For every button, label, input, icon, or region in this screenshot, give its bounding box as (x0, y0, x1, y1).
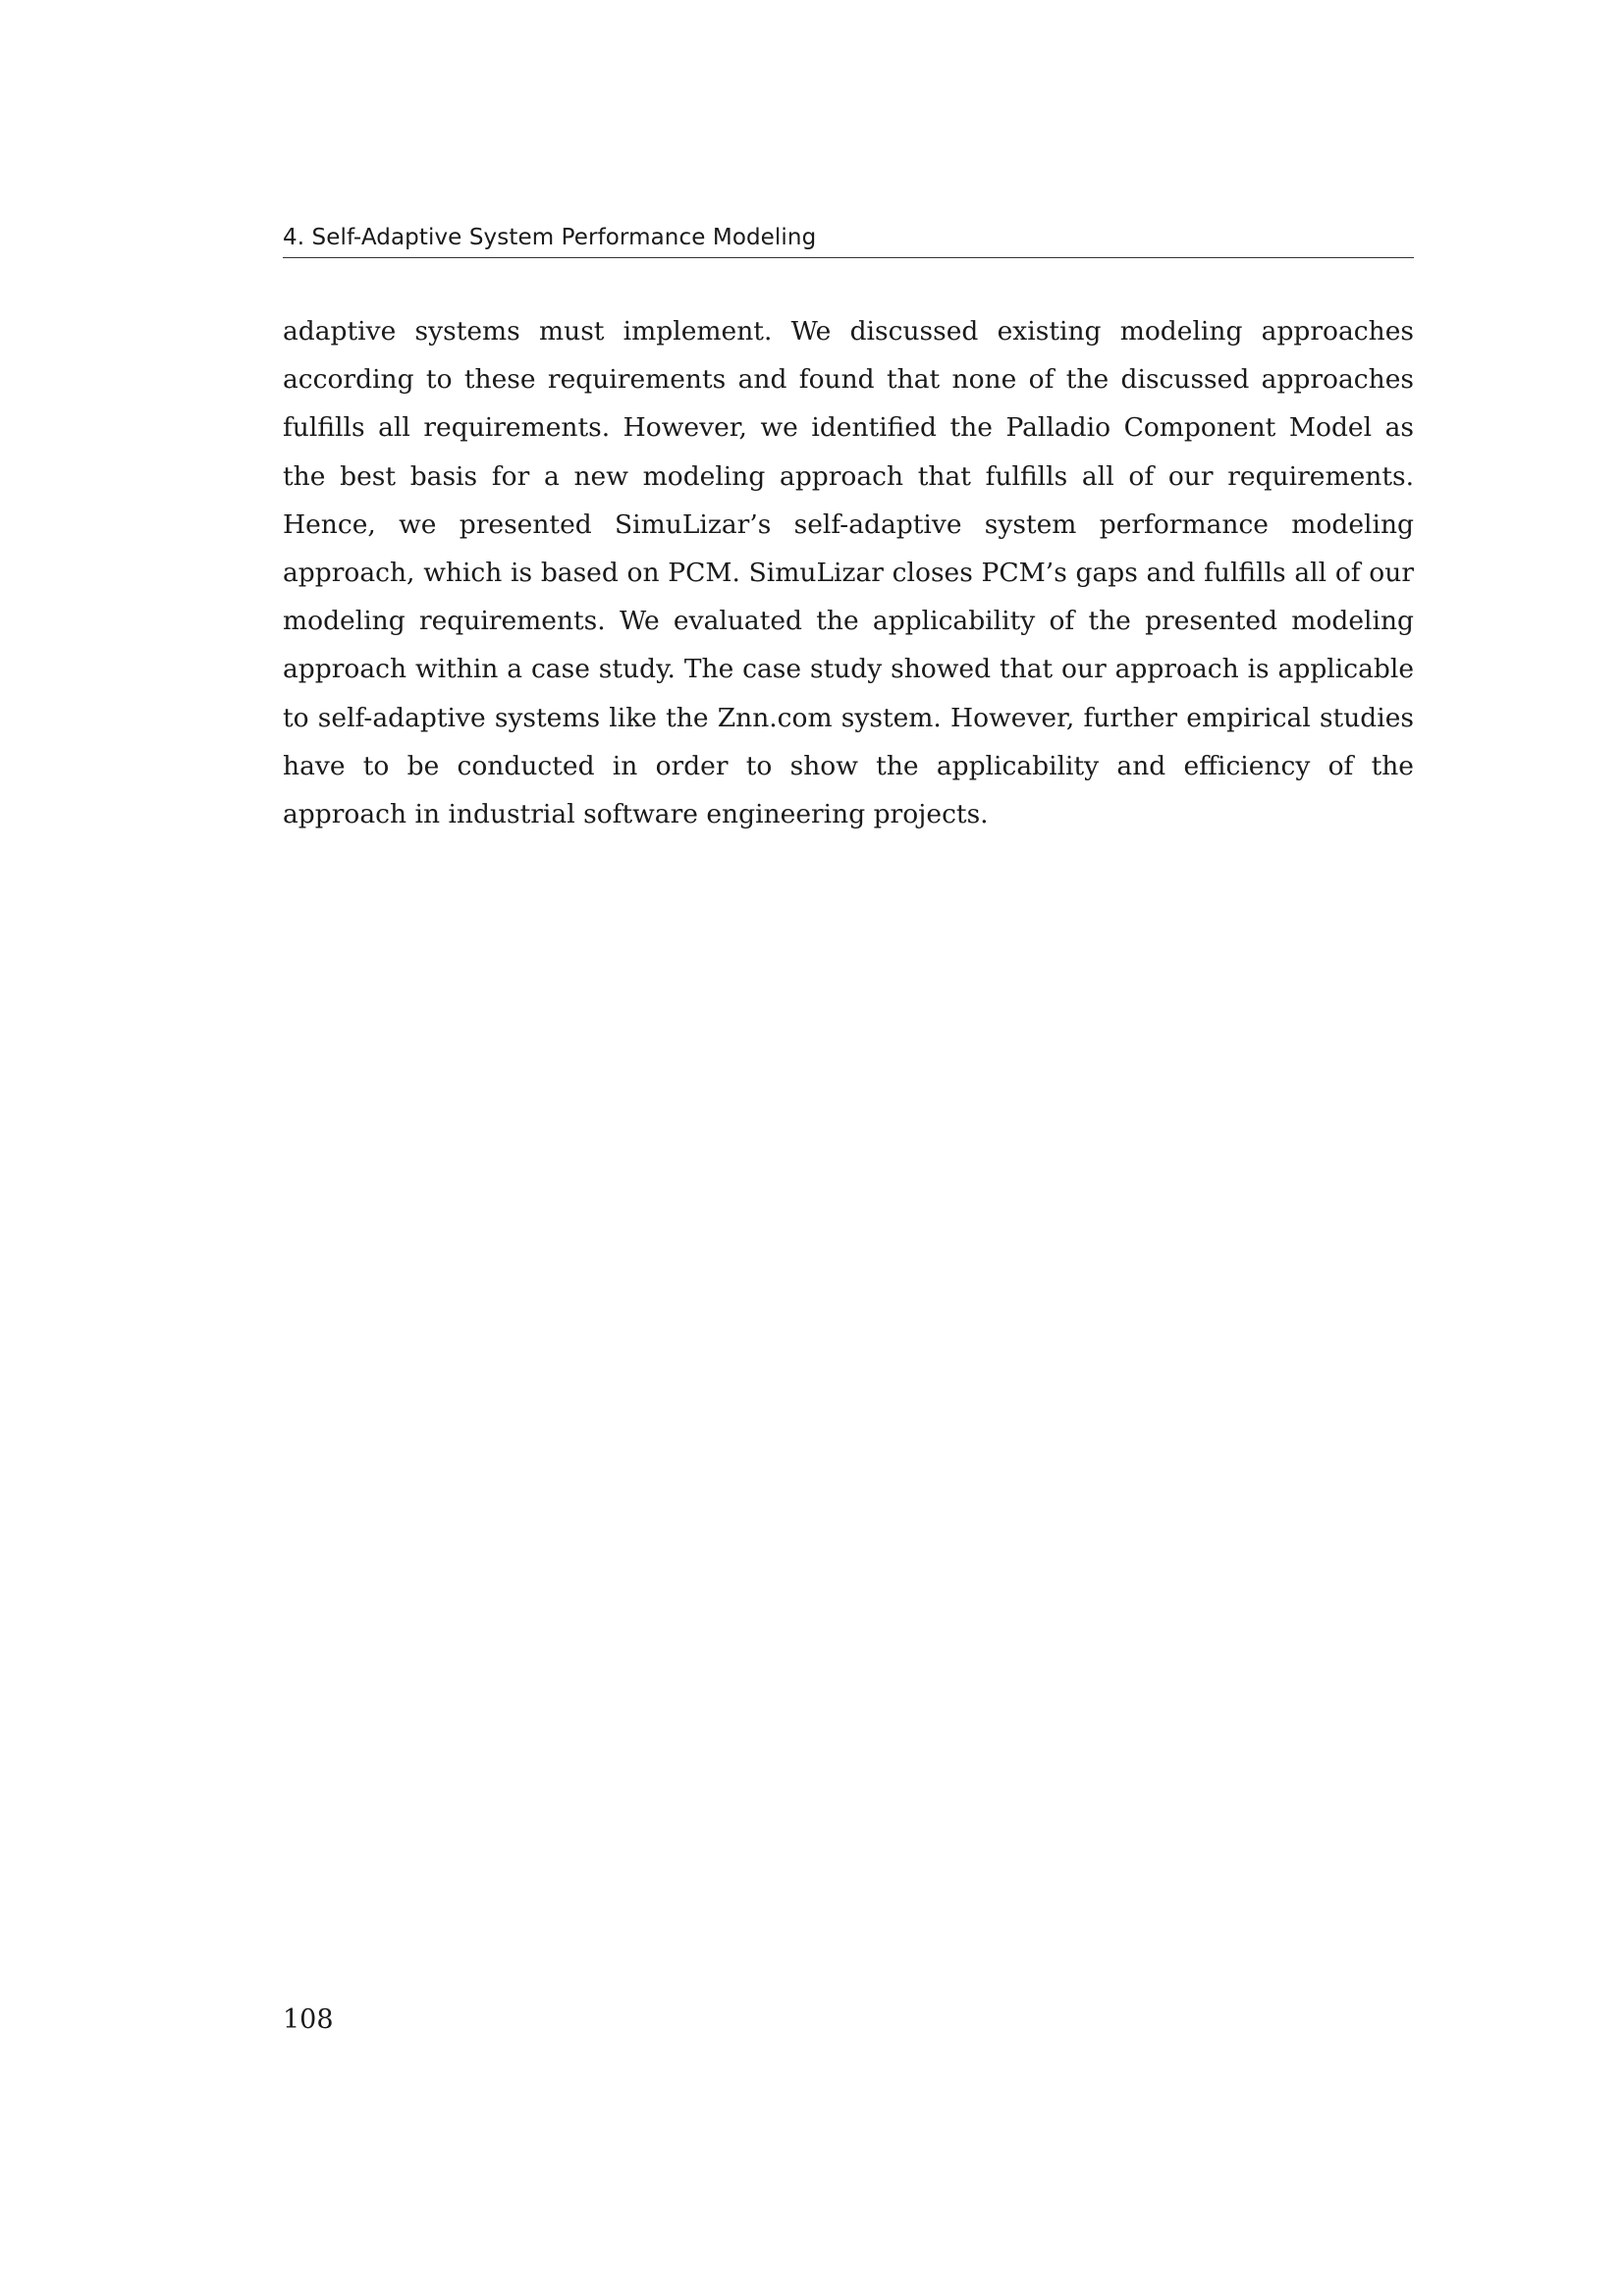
body-paragraph: adaptive systems must implement. We discussed existing modeling approaches according to these requirements and found that none of the discussed approaches fulfills all requirements. However, we identified the Palladio Component Model as the best basis for a new modeling approach that fulfills all of our requirements. Hence, we presented SimuLizar’s self-adaptive system performance modeling approach, which is based on PCM. SimuLizar closes PCM’s gaps and fulfills all of our modeling requirements. We evaluated the applicability of the presented modeling approach within a case study. The case study showed that our approach is applicable to self-adaptive systems like the Znn.com system. However, further empirical studies have to be conducted in order to show the applicability and efficiency of the approach in industrial software engineering projects. (283, 316, 1414, 830)
chapter-title: 4. Self-Adaptive System Performance Modeling (283, 225, 817, 250)
running-header (283, 222, 1414, 258)
page-number: 108 (283, 2004, 334, 2035)
